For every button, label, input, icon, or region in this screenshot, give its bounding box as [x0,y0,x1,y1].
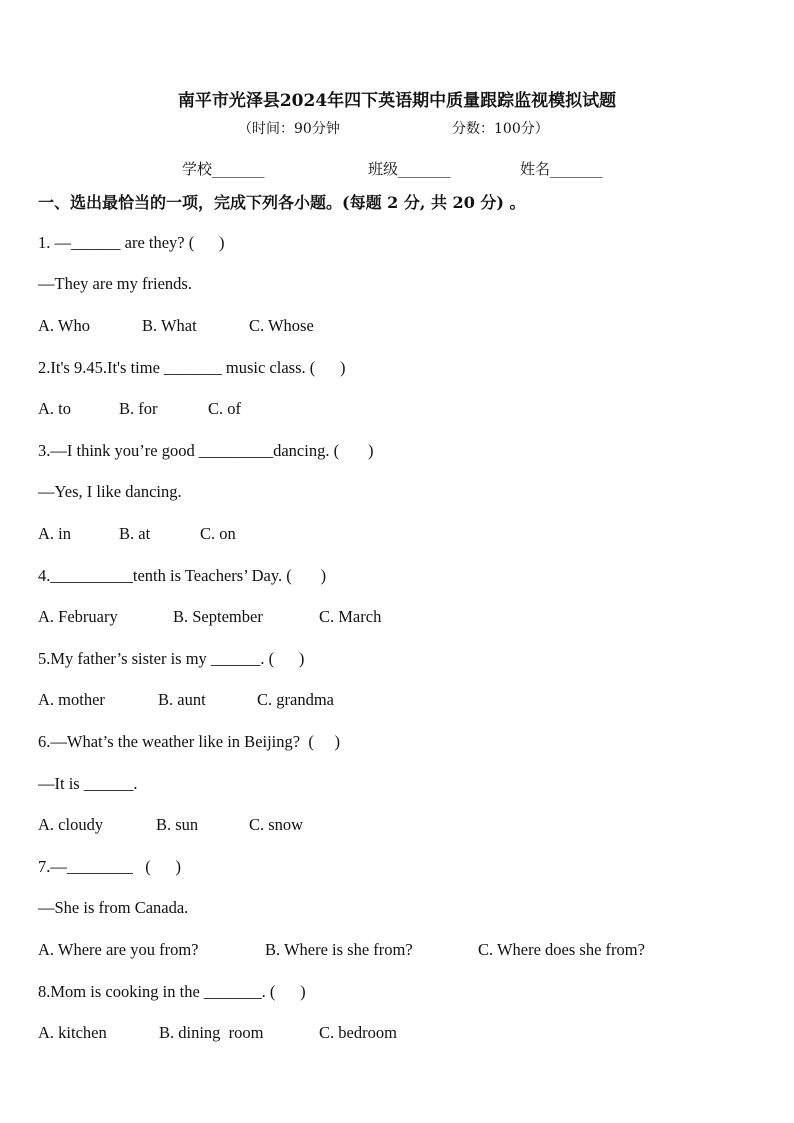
option-b: B. September [173,607,263,626]
question-stem: 4.__________tenth is Teachers’ Day. ( ) [38,566,327,585]
option-c: C. bedroom [319,1023,397,1042]
question-stem: 8.Mom is cooking in the _______. ( ) [38,982,306,1001]
question-reply: —It is ______. [38,774,138,793]
option-b: B. for [119,399,158,418]
option-c: C. on [200,524,236,543]
question-stem: 2.It's 9.45.It's time _______ music class. ( ) [38,358,346,377]
option-c: C. March [319,607,382,626]
option-b: B. at [119,524,151,543]
option-c: C. Whose [249,316,314,335]
question-stem: 1. —______ are they? ( ) [38,233,225,252]
school-field: 学校_______ [182,160,265,178]
exam-score: 分数：100分） [452,121,549,137]
question-stem: 5.My father’s sister is my ______. ( ) [38,649,305,668]
option-a: A. in [38,524,71,543]
question-reply: —They are my friends. [38,274,192,293]
option-a: A. Who [38,316,90,335]
option-c: C. grandma [257,690,334,709]
option-c: C. snow [249,815,304,834]
question-stem: 3.—I think you’re good _________dancing. ( ) [38,441,374,460]
question-reply: —She is from Canada. [38,898,189,917]
option-b: B. What [142,316,197,335]
option-b: B. sun [156,815,199,834]
option-a: A. Where are you from? [38,940,199,959]
class-field: 班级_______ [368,160,451,178]
option-b: B. dining room [159,1023,264,1042]
option-c: C. Where does she from? [478,940,645,959]
option-a: A. cloudy [38,815,104,834]
option-a: A. kitchen [38,1023,107,1042]
option-c: C. of [208,399,241,418]
option-a: A. mother [38,690,105,709]
question-stem: 6.—What’s the weather like in Beijing? ( ) [38,732,340,751]
option-a: A. February [38,607,118,626]
option-a: A. to [38,399,71,418]
exam-time: （时间：90分钟 [238,121,340,137]
name-field: 姓名_______ [520,160,603,178]
section-heading: 一、选出最恰当的一项，完成下列各小题。(每题 2 分, 共 20 分) 。 [38,193,526,212]
question-stem: 7.—________ ( ) [38,857,181,876]
option-b: B. aunt [158,690,206,709]
page-title: 南平市光泽县2024年四下英语期中质量跟踪监视模拟试题 [177,91,617,111]
question-reply: —Yes, I like dancing. [38,482,182,501]
option-b: B. Where is she from? [265,940,413,959]
